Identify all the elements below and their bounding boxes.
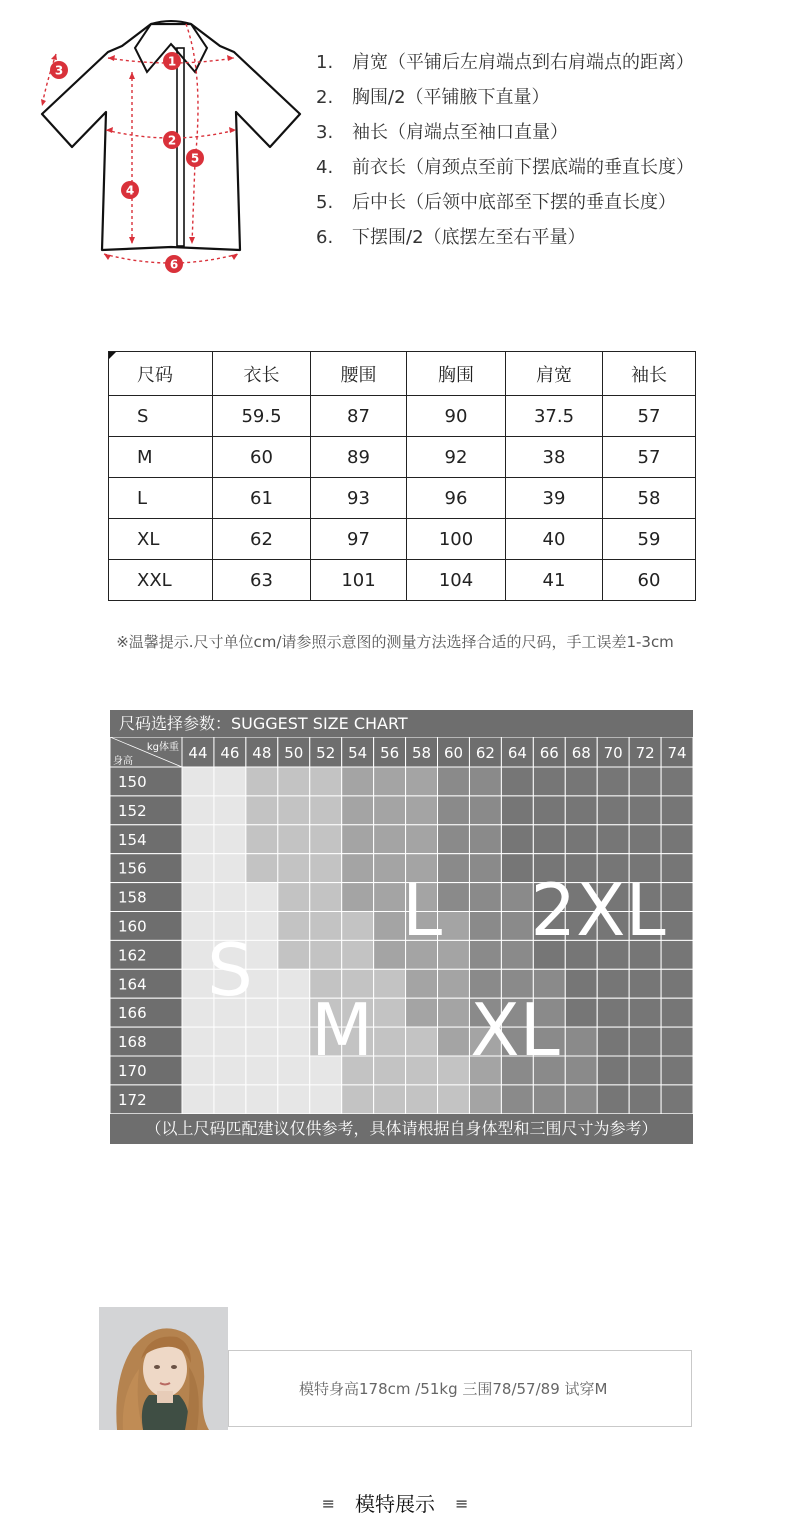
weight-tick: 50 (284, 744, 304, 762)
size-cell (182, 854, 214, 883)
size-cell (182, 1027, 214, 1056)
size-cell (246, 767, 278, 796)
chart-title: 尺码选择参数：SUGGEST SIZE CHART (119, 714, 408, 733)
size-cell (597, 767, 629, 796)
size-cell (501, 912, 533, 941)
table-cell: 100 (407, 519, 506, 560)
table-header-row (109, 352, 696, 396)
legend-text: 袖长（肩端点至袖口直量） (352, 122, 568, 143)
table-header-cell: 衣长 (213, 352, 311, 396)
table-cell: 40 (506, 519, 603, 560)
size-cell (597, 998, 629, 1027)
height-tick: 172 (118, 1090, 147, 1109)
size-cell (629, 1056, 661, 1085)
table-corner-mark (109, 352, 116, 359)
table-row (109, 478, 696, 519)
size-cell (374, 1085, 406, 1114)
size-cell (406, 1056, 438, 1085)
size-cell (182, 1085, 214, 1114)
table-row (109, 519, 696, 560)
size-cell (438, 796, 470, 825)
size-cell (310, 767, 342, 796)
size-cell (278, 825, 310, 854)
size-cell (182, 883, 214, 912)
table-cell: L (109, 478, 213, 519)
size-cell (342, 854, 374, 883)
size-cell (246, 1027, 278, 1056)
legend-number: 3. (316, 122, 334, 143)
size-cell (469, 825, 501, 854)
legend-number: 2. (316, 87, 334, 108)
section-title: 模特展示 (355, 1492, 435, 1516)
size-region-label: M (310, 988, 374, 1072)
size-cell (182, 825, 214, 854)
size-cell (533, 767, 565, 796)
size-cell (438, 883, 470, 912)
size-cell (374, 940, 406, 969)
height-tick: 166 (118, 1004, 147, 1023)
size-cell (469, 1085, 501, 1114)
size-cell (246, 1056, 278, 1085)
size-cell (438, 1056, 470, 1085)
size-cell (342, 796, 374, 825)
table-cell: 97 (311, 519, 407, 560)
size-cell (374, 854, 406, 883)
marker-label: 4 (125, 183, 135, 198)
measure-marker-5 (186, 149, 204, 167)
size-cell (661, 825, 693, 854)
table-cell: 57 (603, 437, 696, 478)
size-cell (278, 796, 310, 825)
section-heading (0, 1488, 790, 1517)
table-cell: 101 (311, 560, 407, 601)
size-grid (110, 737, 693, 1114)
table-header-cell: 腰围 (311, 352, 407, 396)
weight-tick: 44 (188, 744, 208, 762)
size-cell (438, 1085, 470, 1114)
weight-tick: 62 (475, 744, 495, 762)
size-cell (406, 1085, 438, 1114)
weight-tick: 70 (603, 744, 623, 762)
size-cell (374, 825, 406, 854)
size-cell (310, 854, 342, 883)
size-cell (565, 1027, 597, 1056)
size-cell (565, 998, 597, 1027)
size-note: ※温馨提示.尺寸单位cm/请参照示意图的测量方法选择合适的尺码，手工误差1-3cm (116, 633, 674, 651)
weight-tick: 72 (635, 744, 655, 762)
size-cell (278, 883, 310, 912)
table-cell: 104 (407, 560, 506, 601)
shirt-measurement-diagram (34, 14, 309, 279)
size-cell (310, 825, 342, 854)
table-cell: 37.5 (506, 396, 603, 437)
size-cell (182, 796, 214, 825)
table-header-cell: 袖长 (603, 352, 696, 396)
size-cell (182, 1056, 214, 1085)
size-cell (438, 767, 470, 796)
measurement-legend (316, 48, 694, 258)
size-cell (597, 825, 629, 854)
legend-item (316, 118, 694, 153)
size-region-label: L (401, 868, 443, 952)
size-cell (406, 796, 438, 825)
size-cell (629, 998, 661, 1027)
size-cell (438, 969, 470, 998)
size-cell (661, 854, 693, 883)
height-tick: 170 (118, 1062, 147, 1080)
menu-lines-icon: ≡ (455, 1494, 469, 1513)
size-cell (374, 796, 406, 825)
size-cell (278, 1085, 310, 1114)
size-cell (214, 825, 246, 854)
legend-item (316, 153, 694, 188)
weight-tick: 60 (443, 744, 464, 762)
model-photo (99, 1307, 228, 1430)
size-cell (469, 883, 501, 912)
size-cell (661, 767, 693, 796)
size-cell (661, 883, 693, 912)
size-cell (214, 883, 246, 912)
size-region-label: 2XL (530, 868, 666, 952)
table-cell: 92 (407, 437, 506, 478)
height-tick: 168 (118, 1033, 147, 1052)
size-cell (246, 796, 278, 825)
size-cell (214, 1027, 246, 1056)
weight-tick: 68 (571, 744, 591, 762)
table-row (109, 560, 696, 601)
weight-tick: 66 (539, 744, 559, 762)
size-cell (661, 1085, 693, 1114)
table-cell: 87 (311, 396, 407, 437)
size-cell (278, 998, 310, 1027)
height-tick: 152 (118, 801, 147, 820)
size-cell (214, 1085, 246, 1114)
size-cell (342, 825, 374, 854)
size-cell (374, 883, 406, 912)
size-cell (278, 854, 310, 883)
legend-number: 5. (316, 192, 334, 213)
size-cell (246, 883, 278, 912)
size-cell (501, 883, 533, 912)
size-cell (310, 796, 342, 825)
suggest-size-chart (110, 710, 693, 1144)
table-cell: 59.5 (213, 396, 311, 437)
table-cell: 60 (603, 560, 696, 601)
legend-number: 1. (316, 52, 334, 73)
table-cell: 41 (506, 560, 603, 601)
size-cell (310, 883, 342, 912)
table-header-cell: 肩宽 (506, 352, 603, 396)
size-cell (342, 883, 374, 912)
legend-item (316, 223, 694, 258)
size-cell (374, 1056, 406, 1085)
size-cell (501, 854, 533, 883)
size-cell (342, 940, 374, 969)
size-cell (342, 1085, 374, 1114)
size-cell (374, 1027, 406, 1056)
size-cell (469, 767, 501, 796)
weight-axis-label: kg体重 (146, 742, 179, 753)
table-cell: 93 (311, 478, 407, 519)
size-cell (214, 854, 246, 883)
table-cell: XXL (109, 560, 213, 601)
legend-text: 胸围/2（平铺腋下直量） (352, 87, 550, 108)
size-cell (661, 1056, 693, 1085)
size-cell (661, 969, 693, 998)
measure-marker-2 (163, 131, 181, 149)
size-cell (565, 825, 597, 854)
table-cell: 59 (603, 519, 696, 560)
size-cell (533, 825, 565, 854)
size-cell (501, 825, 533, 854)
size-cell (406, 825, 438, 854)
weight-tick: 64 (507, 744, 527, 762)
table-cell: 62 (213, 519, 311, 560)
size-cell (278, 969, 310, 998)
table-row (109, 396, 696, 437)
size-cell (501, 940, 533, 969)
chart-footer-note: （以上尺码匹配建议仅供参考，具体请根据自身体型和三围尺寸为参考） (145, 1119, 658, 1138)
size-cell (438, 998, 470, 1027)
legend-item (316, 83, 694, 118)
legend-number: 4. (316, 157, 334, 178)
table-header-cell: 胸围 (407, 352, 506, 396)
size-cell (565, 1056, 597, 1085)
size-cell (182, 767, 214, 796)
table-cell: 38 (506, 437, 603, 478)
height-tick: 150 (118, 773, 147, 791)
size-cell (214, 767, 246, 796)
size-cell (342, 912, 374, 941)
size-cell (501, 796, 533, 825)
legend-text: 前衣长（肩颈点至前下摆底端的垂直长度） (352, 157, 694, 178)
marker-label: 3 (54, 63, 64, 78)
size-cell (278, 940, 310, 969)
size-cell (597, 1027, 629, 1056)
size-cell (278, 767, 310, 796)
table-cell: 60 (213, 437, 311, 478)
size-cell (629, 767, 661, 796)
table-cell: 58 (603, 478, 696, 519)
menu-lines-icon: ≡ (321, 1494, 335, 1513)
size-cell (661, 998, 693, 1027)
measure-marker-3 (50, 61, 68, 79)
table-cell: XL (109, 519, 213, 560)
size-cell (438, 825, 470, 854)
size-cell (310, 1085, 342, 1114)
marker-label: 1 (167, 54, 177, 69)
size-cell (469, 796, 501, 825)
size-cell (661, 940, 693, 969)
size-cell (629, 825, 661, 854)
size-cell (374, 912, 406, 941)
legend-number: 6. (316, 227, 334, 248)
legend-text: 下摆围/2（底摆左至右平量） (352, 227, 586, 248)
size-cell (342, 767, 374, 796)
size-cell (406, 969, 438, 998)
weight-tick: 48 (252, 744, 272, 762)
table-cell: S (109, 396, 213, 437)
marker-label: 2 (167, 133, 177, 148)
size-cell (374, 998, 406, 1027)
size-cell (661, 912, 693, 941)
size-cell (533, 796, 565, 825)
weight-tick: 56 (380, 744, 400, 762)
legend-text: 肩宽（平铺后左肩端点到右肩端点的距离） (352, 52, 694, 73)
size-cell (310, 912, 342, 941)
size-cell (597, 969, 629, 998)
table-cell: 63 (213, 560, 311, 601)
size-cell (310, 940, 342, 969)
table-cell: 61 (213, 478, 311, 519)
size-cell (469, 912, 501, 941)
size-cell (661, 796, 693, 825)
height-tick: 162 (118, 946, 147, 965)
marker-label: 5 (190, 151, 200, 166)
height-tick: 158 (118, 888, 147, 907)
size-cell (278, 912, 310, 941)
size-cell (438, 1027, 470, 1056)
size-cell (438, 912, 470, 941)
height-tick: 164 (118, 975, 147, 994)
table-header-cell: 尺码 (109, 352, 213, 396)
size-cell (374, 767, 406, 796)
size-cell (214, 796, 246, 825)
legend-item (316, 48, 694, 83)
size-cell (565, 1085, 597, 1114)
size-cell (661, 1027, 693, 1056)
weight-tick: 54 (348, 744, 368, 762)
size-cell (629, 1027, 661, 1056)
size-cell (469, 854, 501, 883)
height-tick: 154 (118, 830, 147, 849)
size-cell (565, 767, 597, 796)
size-cell (246, 1085, 278, 1114)
table-row (109, 437, 696, 478)
size-cell (246, 854, 278, 883)
model-info-box (228, 1350, 692, 1427)
table-cell: 89 (311, 437, 407, 478)
table-cell: M (109, 437, 213, 478)
size-cell (469, 940, 501, 969)
size-cell (278, 1027, 310, 1056)
size-cell (501, 1085, 533, 1114)
height-axis-label: 身高 (113, 756, 133, 767)
size-cell (501, 767, 533, 796)
size-cell (406, 998, 438, 1027)
measure-marker-4 (121, 181, 139, 199)
size-cell (597, 1056, 629, 1085)
size-cell (597, 796, 629, 825)
size-cell (565, 796, 597, 825)
legend-text: 后中长（后领中底部至下摆的垂直长度） (352, 192, 676, 213)
size-cell (278, 1056, 310, 1085)
size-cell (597, 1085, 629, 1114)
weight-tick: 58 (412, 744, 432, 762)
measure-marker-1 (163, 52, 181, 70)
table-cell: 90 (407, 396, 506, 437)
size-table (108, 351, 696, 601)
size-cell (533, 1085, 565, 1114)
size-cell (406, 767, 438, 796)
size-region-label: XL (470, 988, 560, 1072)
table-cell: 39 (506, 478, 603, 519)
height-tick: 160 (118, 917, 147, 936)
marker-label: 6 (169, 257, 179, 272)
weight-tick: 52 (316, 744, 336, 762)
model-info-text: 模特身高178cm /51kg 三围78/57/89 试穿M (299, 1380, 608, 1398)
size-region-label: S (207, 928, 253, 1012)
size-cell (246, 825, 278, 854)
table-cell: 57 (603, 396, 696, 437)
weight-tick: 46 (220, 744, 240, 762)
size-cell (406, 1027, 438, 1056)
height-tick: 156 (118, 859, 147, 878)
size-cell (438, 940, 470, 969)
size-cell (214, 1056, 246, 1085)
legend-item (316, 188, 694, 223)
size-cell (565, 969, 597, 998)
size-cell (438, 854, 470, 883)
size-cell (629, 796, 661, 825)
size-cell (629, 1085, 661, 1114)
table-cell: 96 (407, 478, 506, 519)
size-cell (629, 969, 661, 998)
measure-marker-6 (165, 255, 183, 273)
size-cell (374, 969, 406, 998)
weight-tick: 74 (667, 744, 687, 762)
